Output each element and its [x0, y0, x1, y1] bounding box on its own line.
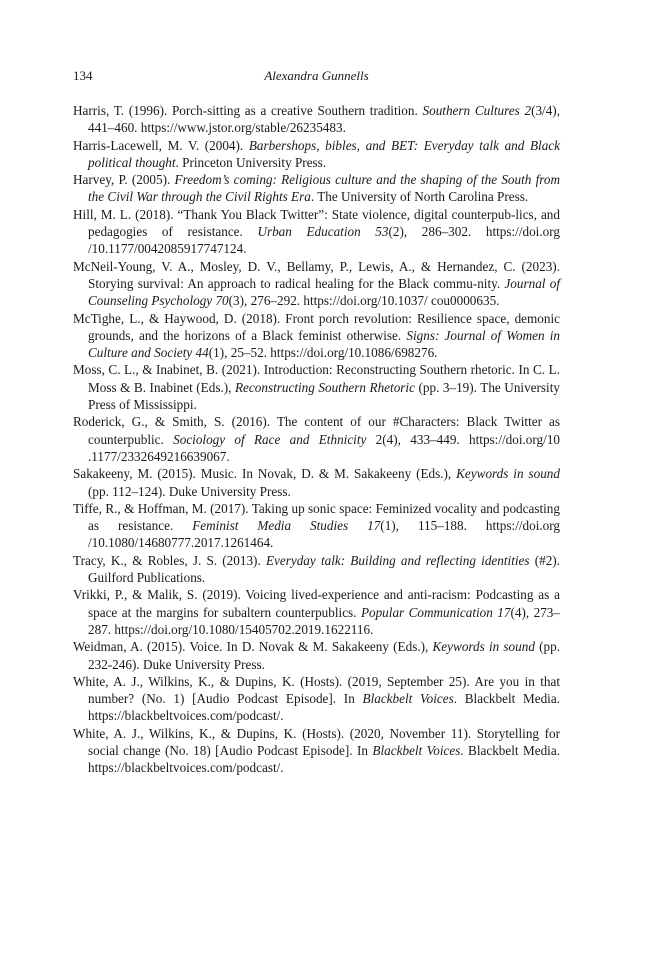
reference-italic-text: Keywords in sound [456, 466, 560, 482]
reference-entry [73, 137, 560, 172]
reference-text: (3), 276–292. https://doi.org/10.1037/ cou0000635. [228, 293, 500, 309]
reference-entry [73, 725, 560, 777]
reference-entry [73, 500, 560, 552]
reference-entry [73, 552, 560, 587]
reference-text: Moss, C. L., & Inabinet, B. (2021). Introduction: Reconstructing Southern rhetoric. In C. L. Moss & B. Inabinet (Eds.), [73, 362, 560, 395]
reference-italic-text: Blackbelt Voices [362, 691, 454, 707]
reference-text: 2(4), 433–449. https://doi.org/10 .1177/2332649216639067. [88, 431, 561, 464]
reference-entry [73, 673, 560, 725]
reference-text: Tracy, K., & Robles, J. S. (2013). [73, 552, 266, 568]
reference-text: (1), 25–52. https://doi.org/10.1086/698276. [208, 345, 438, 361]
reference-italic-text: Everyday talk: Building and reflecting identities [265, 552, 530, 568]
reference-entry [73, 638, 560, 673]
reference-text: Hill, M. L. (2018). “Thank You Black Twitter”: State violence, digital counterpub-lics, and pedagogies of resistance. [73, 206, 560, 240]
reference-text: (3/4), 441–460. https://www.jstor.org/stable/26235483. [88, 103, 560, 136]
reference-text: White, A. J., Wilkins, K., & Dupins, K. (Hosts). (2020, November 11). Storytelling for social change (No. 18) [Audio Podcast Episode]. In [73, 725, 560, 758]
reference-entry [73, 361, 560, 413]
reference-text: Vrikki, P., & Malik, S. (2019). Voicing lived-experience and anti-racism: Podcasting as a space at the margins for subaltern counterpublics. [73, 587, 560, 620]
reference-text: (1), 115–188. https://doi.org /10.1080/14680777.2017.1261464. [88, 518, 561, 551]
reference-text: . Blackbelt Media. https://blackbeltvoices.com/podcast/. [88, 742, 560, 776]
reference-entry [73, 586, 560, 638]
reference-entry [73, 102, 560, 137]
reference-italic-text: Barbershops, bibles, and BET: Everyday talk and Black political thought [88, 137, 560, 170]
reference-text: . Princeton University Press. [175, 154, 327, 170]
reference-entry [73, 413, 560, 465]
reference-italic-text: Keywords in sound [432, 639, 535, 655]
reference-italic-text: Freedom’s coming: Religious culture and the shaping of the South from the Civil War through the Civil Rights Era [88, 172, 560, 205]
reference-entry [73, 206, 560, 258]
reference-text: (4), 273–287. https://doi.org/10.1080/15405702.2019.1622116. [88, 604, 560, 637]
reference-text: (2), 286–302. https://doi.org /10.1177/0042085917747124. [88, 224, 560, 257]
reference-text: Tiffe, R., & Hoffman, M. (2017). Taking up sonic space: Feminized vocality and podcasting as resistance. [73, 500, 560, 534]
reference-entry [73, 310, 560, 362]
reference-text: (pp. 232-246). Duke University Press. [88, 639, 560, 672]
reference-text: (pp. 112–124). Duke University Press. [88, 483, 291, 499]
reference-text: (#2). Guilford Publications. [88, 552, 560, 586]
reference-text: Sakakeeny, M. (2015). Music. In Novak, D. & M. Sakakeeny (Eds.), [73, 466, 457, 482]
running-head [73, 68, 560, 86]
reference-text: Harris, T. (1996). Porch-sitting as a creative Southern tradition. [73, 103, 423, 118]
reference-text: Harvey, P. (2005). [73, 172, 175, 188]
reference-italic-text: Southern Cultures 2 [422, 103, 532, 118]
reference-text: . Blackbelt Media. https://blackbeltvoices.com/podcast/. [88, 691, 560, 724]
reference-text: Weidman, A. (2015). Voice. In D. Novak & M. Sakakeeny (Eds.), [73, 639, 433, 655]
reference-text: McNeil-Young, V. A., Mosley, D. V., Bellamy, P., Lewis, A., & Hernandez, C. (2023). Storying survival: An approach to radical healing for the Black commu-nity. [73, 258, 560, 291]
reference-text: Roderick, G., & Smith, S. (2016). The content of our #Characters: Black Twitter as counterpublic. [73, 414, 560, 447]
reference-italic-text: Feminist Media Studies 17 [192, 518, 381, 534]
page-number: 134 [73, 68, 93, 83]
reference-entry [73, 258, 560, 310]
reference-text: McTighe, L., & Haywood, D. (2018). Front porch revolution: Resilience space, demonic grounds, and the horizons of a Black feminist otherwise. [73, 310, 560, 343]
reference-italic-text: Reconstructing Southern Rhetoric [235, 379, 415, 395]
reference-italic-text: Popular Communication 17 [360, 604, 511, 620]
reference-italic-text: Sociology of Race and Ethnicity [173, 431, 367, 447]
reference-entry [73, 171, 560, 206]
reference-text: White, A. J., Wilkins, K., & Dupins, K. (Hosts). (2019, September 25). Are you in that number? (No. 1) [Audio Podcast Episode]. In [73, 673, 560, 707]
running-title: Alexandra Gunnells [264, 68, 369, 83]
reference-entry [73, 465, 560, 500]
reference-italic-text: Blackbelt Voices [372, 742, 461, 758]
reference-italic-text: Signs: Journal of Women in Culture and Society 44 [88, 327, 560, 361]
reference-text: (pp. 3–19). The University Press of Mississippi. [88, 379, 560, 413]
reference-list [73, 102, 560, 777]
reference-text: . The University of North Carolina Press. [310, 189, 529, 205]
reference-italic-text: Journal of Counseling Psychology 70 [88, 275, 560, 309]
reference-italic-text: Urban Education 53 [257, 224, 389, 240]
reference-text: Harris-Lacewell, M. V. (2004). [73, 137, 249, 153]
